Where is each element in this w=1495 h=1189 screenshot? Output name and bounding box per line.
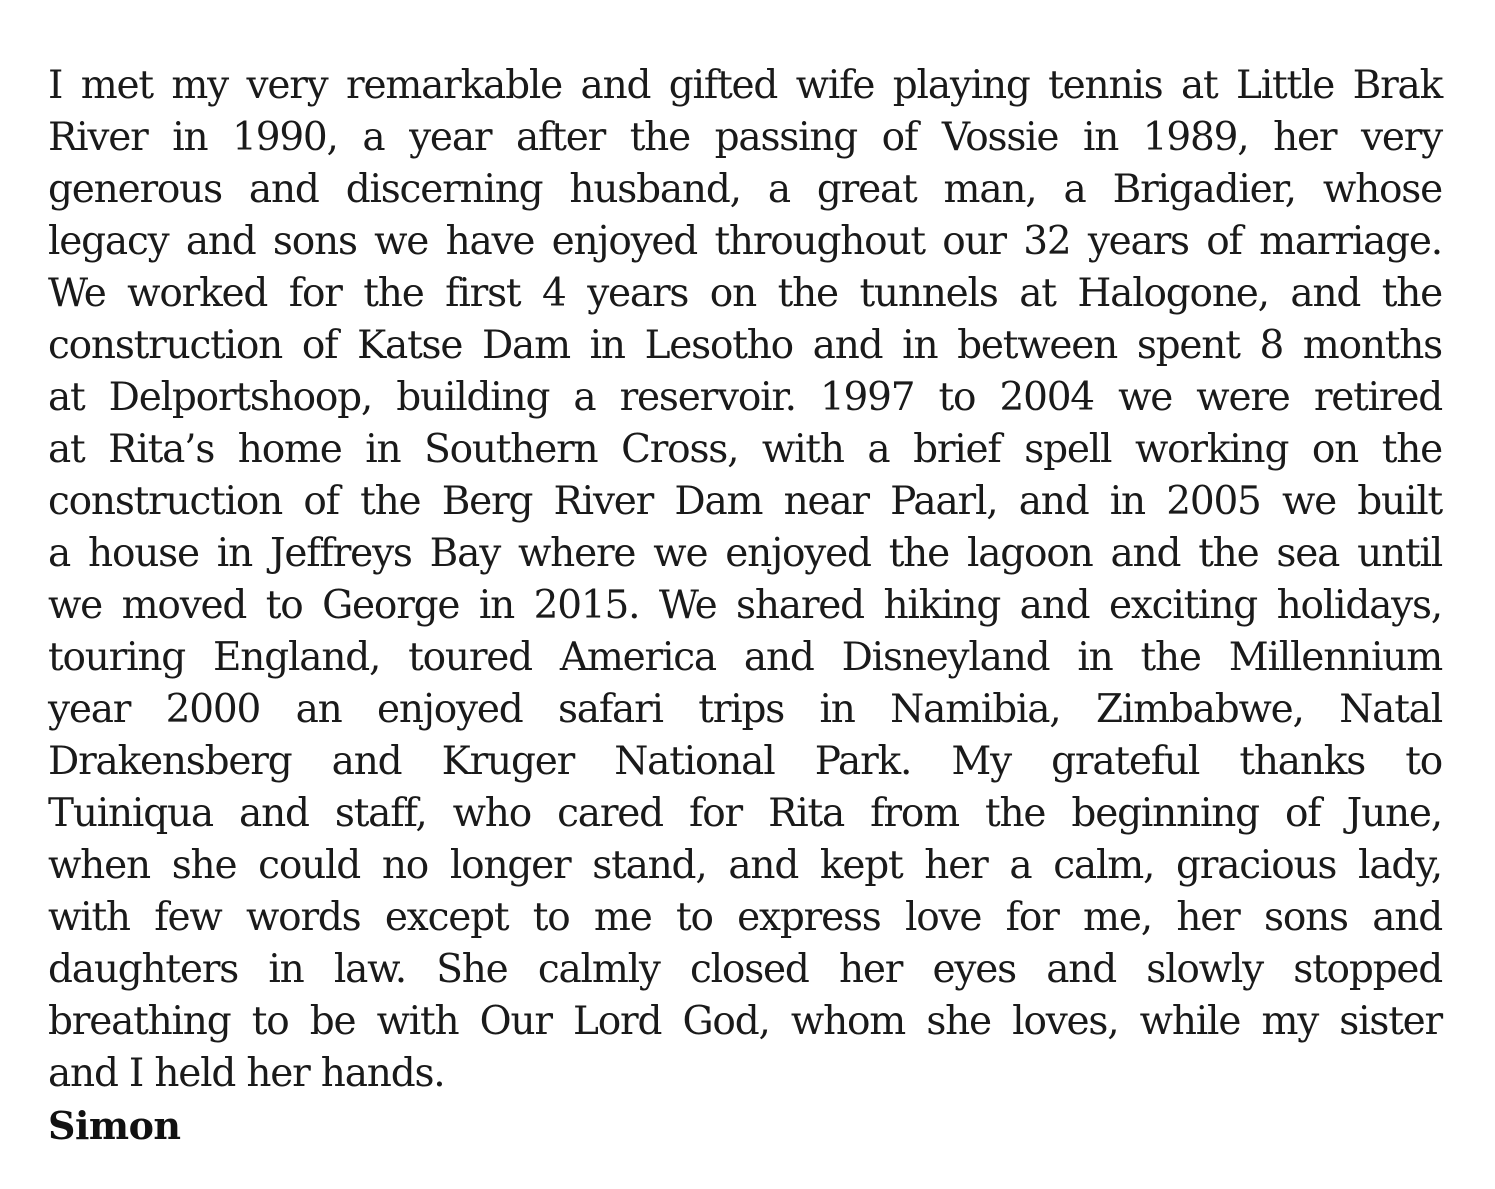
tribute-line: generous and discerning husband, a great man, a Brigadier, whose	[48, 167, 1442, 212]
tribute-line: legacy and sons we have enjoyed throughout our 32 years of marriage.	[48, 219, 1442, 264]
tribute-line: breathing to be with Our Lord God, whom she loves, while my sister	[48, 999, 1442, 1044]
tribute-line: at Delportshoop, building a reservoir. 1997 to 2004 we were retired	[48, 375, 1442, 420]
tribute-line: and I held her hands.	[48, 1051, 445, 1096]
tribute-line: Drakensberg and Kruger National Park. My grateful thanks to	[48, 739, 1442, 784]
tribute-document	[48, 60, 1442, 1152]
tribute-line: Tuiniqua and staff, who cared for Rita from the beginning of June,	[48, 791, 1442, 836]
tribute-line: I met my very remarkable and gifted wife playing tennis at Little Brak	[48, 63, 1442, 108]
tribute-line: we moved to George in 2015. We shared hiking and exciting holidays,	[48, 583, 1442, 628]
tribute-line: construction of Katse Dam in Lesotho and in between spent 8 months	[48, 323, 1442, 368]
tribute-line: with few words except to me to express love for me, her sons and	[48, 895, 1442, 940]
tribute-line: year 2000 an enjoyed safari trips in Namibia, Zimbabwe, Natal	[48, 687, 1442, 732]
tribute-line: daughters in law. She calmly closed her eyes and slowly stopped	[48, 947, 1442, 992]
tribute-line: We worked for the first 4 years on the tunnels at Halogone, and the	[48, 271, 1442, 316]
tribute-line: touring England, toured America and Disneyland in the Millennium	[48, 635, 1442, 680]
signature: Simon	[48, 1103, 181, 1148]
tribute-line: when she could no longer stand, and kept her a calm, gracious lady,	[48, 843, 1442, 888]
tribute-line: a house in Jeffreys Bay where we enjoyed the lagoon and the sea until	[48, 531, 1442, 576]
tribute-line: River in 1990, a year after the passing of Vossie in 1989, her very	[48, 115, 1442, 160]
tribute-line: at Rita’s home in Southern Cross, with a brief spell working on the	[48, 427, 1442, 472]
tribute-line: construction of the Berg River Dam near Paarl, and in 2005 we built	[48, 479, 1442, 524]
